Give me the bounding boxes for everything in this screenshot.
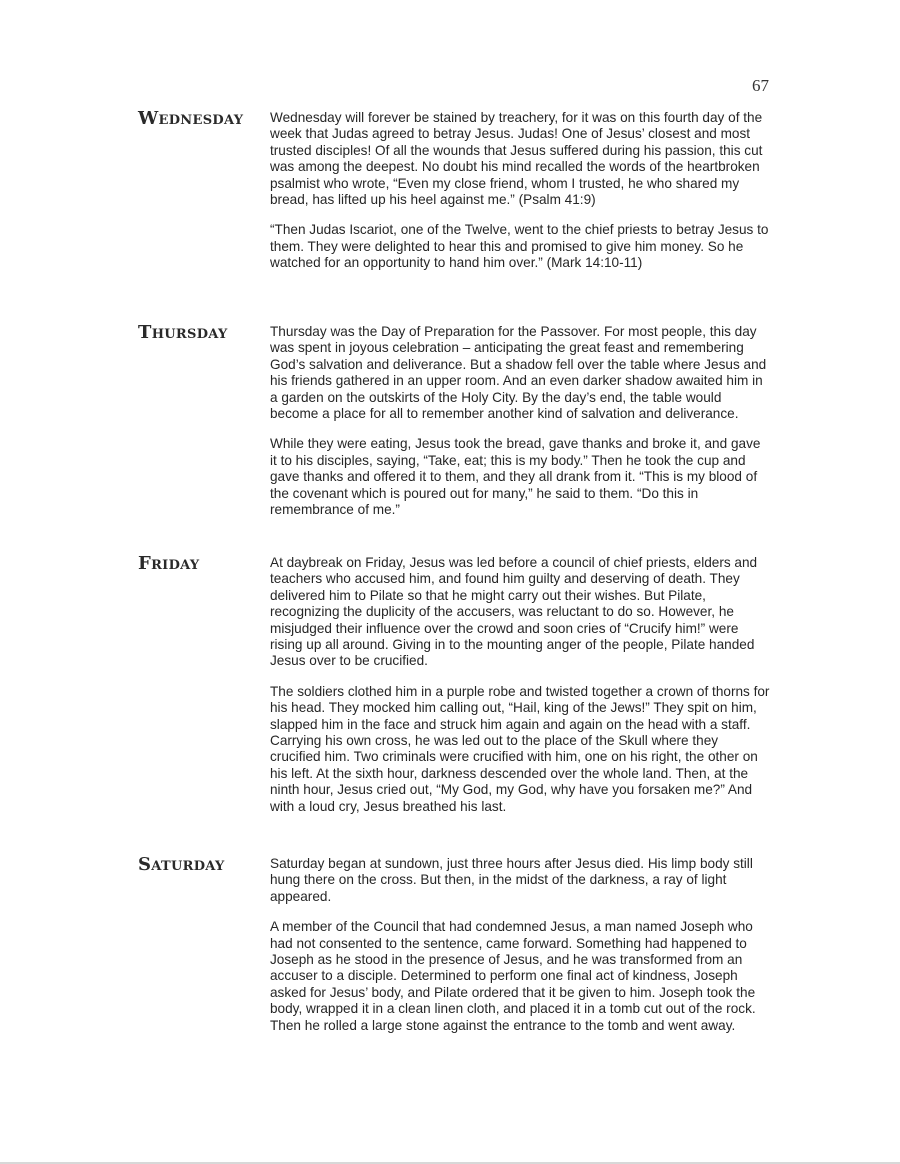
section-body — [270, 555, 770, 829]
day-heading: Thursday — [138, 322, 228, 343]
paragraph: Wednesday will forever be stained by treachery, for it was on this fourth day of the week that Judas agreed to betray Jesus. Judas! One of Jesus’ closest and most trusted disciples! Of all the wounds that Jesus suffered during his passion, this cut was among the deepest. No doubt his mind recalled the words of the heartbroken psalmist who wrote, “Even my close friend, whom I trusted, he who shared my bread, has lifted up his heel against me.” (Psalm 41:9) — [270, 110, 763, 208]
paragraph: The soldiers clothed him in a purple robe and twisted together a crown of thorns for his head. They mocked him calling out, “Hail, king of the Jews!” They spit on him, slapped him in the face and struck him again and again on the head with a staff. Carrying his own cross, he was led out to the place of the Skull where they crucified him. Two criminals were crucified with him, one on his right, the other on his left. At the sixth hour, darkness descended over the whole land. Then, at the ninth hour, Jesus cried out, “My God, my God, why have you forsaken me?” And with a loud cry, Jesus breathed his last. — [270, 683, 770, 814]
paragraph: While they were eating, Jesus took the bread, gave thanks and broke it, and gave it to his disciples, saying, “Take, eat; this is my body.” Then he took the cup and gave thanks and offered it to them, and they all drank from it. “This is my blood of the covenant which is poured out for many,” he said to them. “Do this in remembrance of me.” — [270, 436, 761, 518]
paragraph: “Then Judas Iscariot, one of the Twelve, went to the chief priests to betray Jesus to them. They were delighted to hear this and promised to give him money. So he watched for an opportunity to hand him over.” (Mark 14:10-11) — [270, 222, 769, 271]
section-body — [270, 324, 770, 532]
paragraph: A member of the Council that had condemned Jesus, a man named Joseph who had not consented to the sentence, came forward. Something had happened to Joseph as he stood in the presence of Jesus, and he was transformed from an accuser to a disciple. Determined to perform one final act of kindness, Joseph asked for Jesus’ body, and Pilate ordered that it be given to him. Joseph took the body, wrapped it in a clean linen cloth, and placed it in a tomb cut out of the rock. Then he rolled a large stone against the entrance to the tomb and went away. — [270, 919, 756, 1033]
paragraph: Thursday was the Day of Preparation for the Passover. For most people, this day was spent in joyous celebration – anticipating the great feast and remembering God’s salvation and deliverance. But a shadow fell over the table where Jesus and his friends gathered in an upper room. And an even darker shadow awaited him in a garden on the outskirts of the Holy City. By the day’s end, the table would become a place for all to remember another kind of salvation and deliverance. — [270, 324, 767, 422]
section-body — [270, 856, 770, 1048]
paragraph: At daybreak on Friday, Jesus was led before a council of chief priests, elders and teachers who accused him, and found him guilty and deserving of death. They delivered him to Pilate so that he might carry out their wishes. But Pilate, recognizing the duplicity of the accusers, was reluctant to do so. However, he misjudged their influence over the crowd and soon cries of “Crucify him!” were rising up all around. Giving in to the mounting anger of the people, Pilate handed Jesus over to be crucified. — [270, 555, 758, 669]
page-number: 67 — [752, 76, 769, 95]
day-heading: Wednesday — [138, 108, 244, 129]
day-heading: Saturday — [138, 854, 225, 875]
paragraph: Saturday began at sundown, just three hours after Jesus died. His limp body still hung there on the cross. But then, in the midst of the darkness, a ray of light appeared. — [270, 856, 753, 904]
day-heading: Friday — [138, 553, 200, 574]
section-body — [270, 110, 770, 286]
